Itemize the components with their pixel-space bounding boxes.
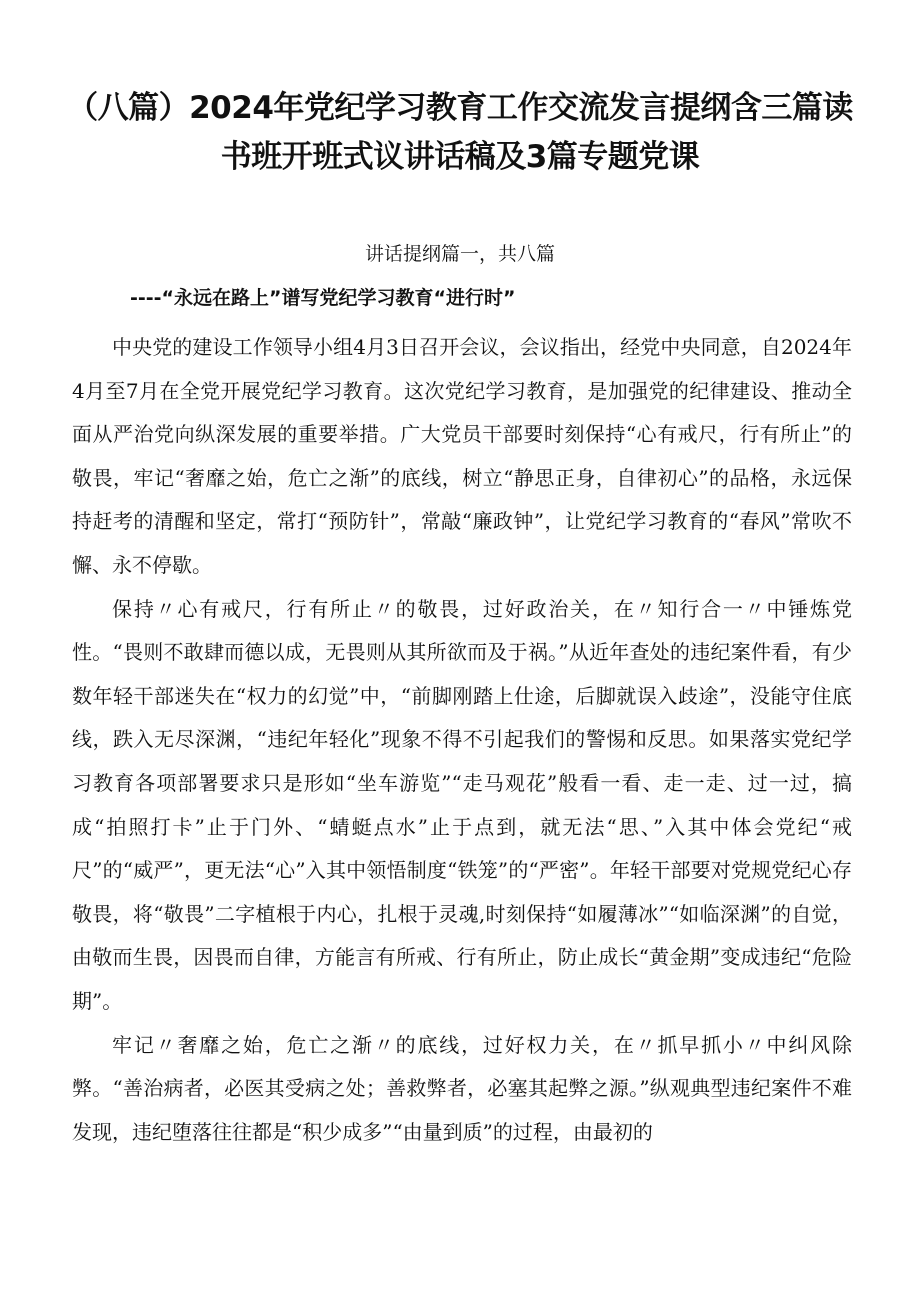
body-paragraph-3: 牢记〃奢靡之始，危亡之渐〃的底线，过好权力关，在〃抓早抓小〃中纠风除弊。“善治病者，必医其受病之处；善救弊者，必塞其起弊之源。”纵观典型违纪案件不难发现，违纪堕落往往都是“积少成多”“由量到质”的过程，由最初的 xyxy=(72,1032,852,1144)
document-title: （八篇）2024年党纪学习教育工作交流发言提纲含三篇读书班开班式议讲话稿及3篇专题党课 xyxy=(67,90,853,175)
section-subtitle: 讲话提纲篇一，共八篇 xyxy=(364,243,555,265)
speech-theme-line: ----“永远在路上”谱写党纪学习教育“进行时” xyxy=(130,287,516,309)
document-body xyxy=(72,326,852,1154)
body-paragraph-1: 中央党的建设工作领导小组4月3日召开会议，会议指出，经党中央同意，自2024年4月至7月在全党开展党纪学习教育。这次党纪学习教育，是加强党的纪律建设、推动全面从严治党向纵深发展的重要举措。广大党员干部要时刻保持“心有戒尺，行有所止”的敬畏，牢记“奢靡之始，危亡之渐”的底线，树立“静思正身，自律初心”的品格，永远保持赶考的清醒和坚定，常打“预防针”，常敲“廉政钟”，让党纪学习教育的“春风”常吹不懈、永不停歇。 xyxy=(72,335,852,577)
body-paragraph-2: 保持〃心有戒尺，行有所止〃的敬畏，过好政治关，在〃知行合一〃中锤炼党性。“畏则不敢肆而德以成，无畏则从其所欲而及于祸。”从近年查处的违纪案件看，有少数年轻干部迷失在“权力的幻觉”中，“前脚刚踏上仕途，后脚就误入歧途”，没能守住底线，跌入无尽深渊，“违纪年轻化”现象不得不引起我们的警惕和反思。如果落实党纪学习教育各项部署要求只是形如“坐车游览”“走马观花”般看一看、走一走、过一过，搞成“拍照打卡”止于门外、“蜻蜓点水”止于点到，就无法“思、”入其中体会党纪“戒尺”的“威严”，更无法“心”入其中领悟制度“铁笼”的“严密”。年轻干部要对党规党纪心存敬畏，将“敬畏”二字植根于内心，扎根于灵魂,时刻保持“如履薄冰”“如临深渊”的自觉，由敬而生畏，因畏而自律，方能言有所戒、行有所止，防止成长“黄金期”变成违纪“危险期”。 xyxy=(72,596,852,1013)
